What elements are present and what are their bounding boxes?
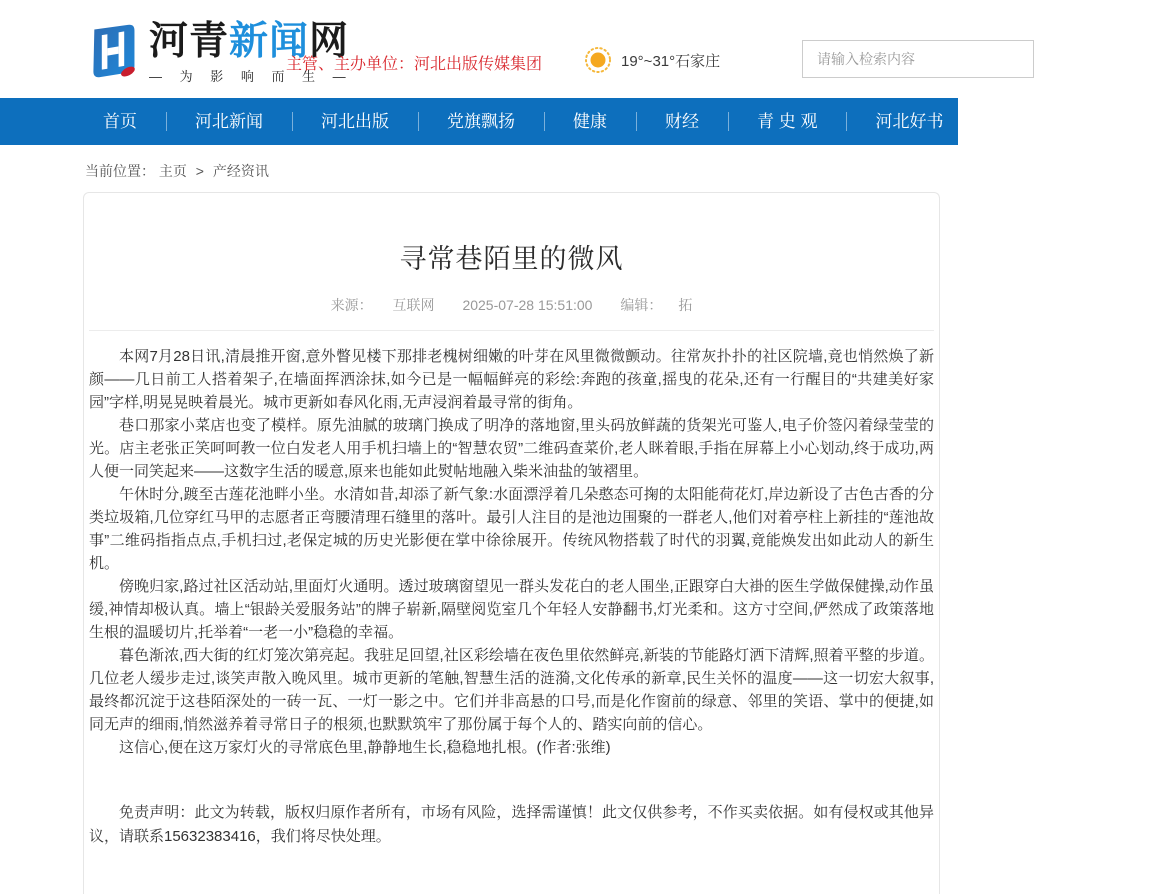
main-nav — [0, 98, 1145, 145]
nav-item[interactable]: 青 史 观 — [728, 98, 846, 145]
nav-item[interactable]: 法 — [1098, 98, 1173, 145]
nav-item[interactable]: 党旗飘扬 — [418, 98, 544, 145]
article-paragraph: 这信心,便在这万家灯火的寻常底色里,静静地生长,稳稳地扎根。(作者:张维) — [119, 739, 611, 756]
sun-icon — [584, 46, 612, 74]
meta-source: 来源： 互联网 — [330, 297, 435, 313]
meta-divider — [89, 330, 934, 331]
nav-item[interactable]: 健康 — [544, 98, 636, 145]
article-body — [89, 345, 934, 759]
nav-item[interactable]: 河北出版 — [292, 98, 418, 145]
nav-item[interactable]: 河北好书 — [846, 98, 972, 145]
disclaimer-text: 免责声明：此文为转载，版权归原作者所有，市场有风险，选择需谨慎！此文仅供参考，不作买卖依据。如有侵权或其他异议，请联系15632383416，我们将尽快处理。 — [89, 804, 934, 845]
article-paragraph: 暮色渐浓,西大街的红灯笼次第亮起。我驻足回望,社区彩绘墙在夜色里依然鲜亮,新装的节能路灯洒下清辉,照着平整的步道。几位老人缓步走过,谈笑声散入晚风里。城市更新的笔触,智慧生活的涟漪,文化传承的新章,民生关怀的温度——这一切宏大叙事,最终都沉淀于这巷陌深处的一砖一瓦、一灯一影之中。它们并非高悬的口号,而是化作窗前的绿意、邻里的笑语、掌中的便捷,如同无声的细雨,悄然滋养着寻常日子的根须,也默默筑牢了那份属于每个人的、踏实向前的信心。 — [89, 647, 934, 733]
nav-item[interactable]: 河北新闻 — [166, 98, 292, 145]
breadcrumb-label: 当前位置： — [85, 163, 155, 179]
article-paragraph: 傍晚归家,路过社区活动站,里面灯火通明。透过玻璃窗望见一群头发花白的老人围坐,正跟穿白大褂的医生学做保健操,动作虽缓,神情却极认真。墙上“银龄关爱服务站”的牌子崭新,隔壁阅览室几个年轻人安静翻书,灯光柔和。这方寸空间,俨然成了政策落地生根的温暖切片,托举着“一老一小”稳稳的幸福。 — [89, 578, 934, 641]
article-title: 寻常巷陌里的微风 — [399, 244, 624, 274]
site-name: 河青新闻网 — [149, 20, 350, 63]
breadcrumb-home-link[interactable]: 主页 — [158, 163, 187, 179]
search-box — [802, 40, 1034, 78]
heqing-logo-icon — [85, 22, 141, 80]
site-tagline: — 为 影 响 而 生 — — [149, 69, 353, 84]
breadcrumb-separator: > — [195, 163, 204, 179]
site-header — [0, 0, 958, 98]
nav-item[interactable]: 全民辟谣 — [972, 98, 1098, 145]
nav-item[interactable]: 首页 — [103, 112, 137, 131]
nav-item[interactable]: 财经 — [636, 98, 728, 145]
article-container — [83, 192, 940, 894]
weather-text: 19°~31°石家庄 — [621, 52, 721, 70]
meta-datetime: 2025-07-28 15:51:00 — [462, 297, 593, 313]
breadcrumb — [85, 161, 958, 181]
article-meta — [89, 295, 934, 315]
article-paragraph: 午休时分,踱至古莲花池畔小坐。水清如昔,却添了新气象:水面漂浮着几朵憨态可掬的太阳能荷花灯,岸边新设了古色古香的分类垃圾箱,几位穿红马甲的志愿者正弯腰清理石缝里的落叶。最引人注目的是池边围聚的一群老人,他们对着亭柱上新挂的“莲池故事”二维码指指点点,手机扫过,老保定城的历史光影便在掌中徐徐展开。传统风物搭载了时代的羽翼,竟能焕发出如此动人的新生机。 — [89, 486, 934, 572]
breadcrumb-category-link[interactable]: 产经资讯 — [212, 163, 269, 179]
sponsor-text: 主管、主办单位：河北出版传媒集团 — [286, 56, 543, 73]
meta-editor: 编辑： 拓 — [620, 297, 693, 313]
search-input[interactable] — [803, 41, 1033, 77]
article-paragraph: 巷口那家小菜店也变了模样。原先油腻的玻璃门换成了明净的落地窗,里头码放鲜蔬的货架光可鉴人,电子价签闪着绿莹莹的光。店主老张正笑呵呵教一位白发老人用手机扫墙上的“智慧农贸”二维码查菜价,老人眯着眼,手指在屏幕上小心划动,终于成功,两人便一同笑起来——这数字生活的暖意,原来也能如此熨帖地融入柴米油盐的皱褶里。 — [89, 417, 934, 480]
article-paragraph: 本网7月28日讯,清晨推开窗,意外瞥见楼下那排老槐树细嫩的叶芽在风里微微颤动。往常灰扑扑的社区院墙,竟也悄然焕了新颜——几日前工人搭着架子,在墙面挥洒涂抹,如今已是一幅幅鲜亮的彩绘:奔跑的孩童,摇曳的花朵,还有一行醒目的“共建美好家园”字样,明晃晃映着晨光。城市更新如春风化雨,无声浸润着最寻常的街角。 — [89, 348, 934, 411]
weather-widget — [584, 46, 720, 74]
